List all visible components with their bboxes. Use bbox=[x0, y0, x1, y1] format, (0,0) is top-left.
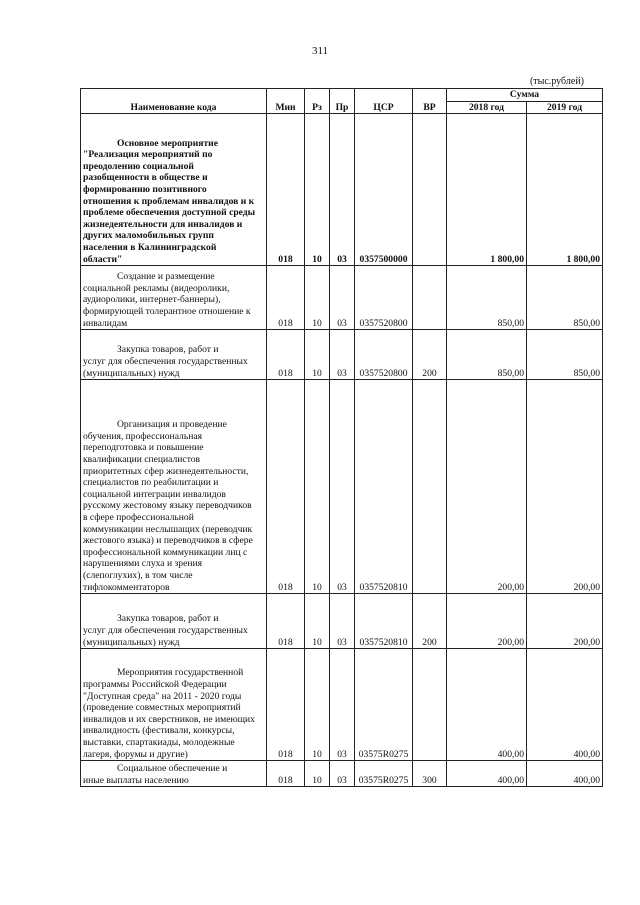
row-2019: 200,00 bbox=[527, 380, 603, 594]
row-pr: 03 bbox=[330, 649, 355, 761]
table-row bbox=[81, 330, 603, 380]
row-2019: 850,00 bbox=[527, 266, 603, 330]
row-vr bbox=[413, 266, 447, 330]
row-name-rest: социальной рекламы (видеоролики, аудиоролики, интернет-баннеры), формирующей толерантное отношение к инвалидам bbox=[83, 282, 251, 329]
row-2019: 1 800,00 bbox=[527, 114, 603, 266]
row-csr: 0357520800 bbox=[355, 266, 413, 330]
row-pr: 03 bbox=[330, 594, 355, 649]
row-min: 018 bbox=[267, 330, 305, 380]
header-pr: Пр bbox=[330, 89, 355, 114]
row-name-rest: "Реализация мероприятий по преодолению социальной разобщенности в обществе и формированию позитивного отношения к проблемам инвалидов и к проблеме обеспечения доступной среды жизнедеятельности для инвалидов и других маломобильных групп населения в Калининградской области" bbox=[83, 149, 256, 265]
row-pr: 03 bbox=[330, 330, 355, 380]
row-min: 018 bbox=[267, 649, 305, 761]
row-rz: 10 bbox=[305, 114, 330, 266]
row-vr bbox=[413, 380, 447, 594]
table-row bbox=[81, 114, 603, 266]
row-2019: 200,00 bbox=[527, 594, 603, 649]
row-csr: 0357520810 bbox=[355, 380, 413, 594]
row-min: 018 bbox=[267, 380, 305, 594]
units-label: (тыс.рублей) bbox=[529, 76, 584, 87]
header-sum: Сумма bbox=[447, 89, 603, 102]
row-rz: 10 bbox=[305, 380, 330, 594]
row-rz: 10 bbox=[305, 761, 330, 787]
row-2019: 850,00 bbox=[527, 330, 603, 380]
row-name-first: Основное мероприятие bbox=[117, 137, 218, 149]
row-2018: 850,00 bbox=[447, 266, 527, 330]
row-min: 018 bbox=[267, 266, 305, 330]
row-name bbox=[81, 594, 267, 649]
row-2018: 850,00 bbox=[447, 330, 527, 380]
page-number: 311 bbox=[311, 45, 329, 57]
row-name-rest: услуг для обеспечения государственных (муниципальных) нужд bbox=[83, 356, 248, 379]
header-2019: 2019 год bbox=[527, 101, 603, 114]
row-rz: 10 bbox=[305, 594, 330, 649]
row-2018: 400,00 bbox=[447, 649, 527, 761]
table-row bbox=[81, 649, 603, 761]
row-rz: 10 bbox=[305, 266, 330, 330]
row-csr: 0357500000 bbox=[355, 114, 413, 266]
row-name-first: Создание и размещение bbox=[117, 271, 215, 283]
row-min: 018 bbox=[267, 114, 305, 266]
row-csr: 0357520800 bbox=[355, 330, 413, 380]
row-name bbox=[81, 649, 267, 761]
table-row bbox=[81, 380, 603, 594]
row-name-rest: программы Российской Федерации "Доступная среда" на 2011 - 2020 годы (проведение совместных мероприятий инвалидов и их сверстников, не имеющих инвалидность (фестивали, конкурсы, выставки, спартакиады, молодежные лагеря, форумы и другие) bbox=[83, 679, 255, 760]
row-csr: 0357520810 bbox=[355, 594, 413, 649]
row-min: 018 bbox=[267, 761, 305, 787]
row-2018: 1 800,00 bbox=[447, 114, 527, 266]
row-csr: 03575R0275 bbox=[355, 761, 413, 787]
table-row bbox=[81, 266, 603, 330]
row-pr: 03 bbox=[330, 266, 355, 330]
header-csr: ЦСР bbox=[355, 89, 413, 114]
header-name: Наименование кода bbox=[81, 89, 267, 114]
row-name-rest: обучения, профессиональная переподготовка и повышение квалификации специалистов приоритетных сфер жизнедеятельности, специалистов по реабилитации и социальной интеграции инвалидов русскому жестовому языку переводчиков в сфере профессиональной коммуникации неслышащих (переводчик жестового языка) и переводчиков в сфере профессиональной коммуникации лиц с нарушениями слуха и зрения (слепоглухих), в том числе тифлокомментаторов bbox=[83, 430, 253, 593]
row-2018: 200,00 bbox=[447, 380, 527, 594]
row-csr: 03575R0275 bbox=[355, 649, 413, 761]
row-min: 018 bbox=[267, 594, 305, 649]
row-2019: 400,00 bbox=[527, 761, 603, 787]
row-name-rest: услуг для обеспечения государственных (муниципальных) нужд bbox=[83, 625, 248, 648]
row-vr bbox=[413, 114, 447, 266]
header-vr: ВР bbox=[413, 89, 447, 114]
row-2019: 400,00 bbox=[527, 649, 603, 761]
row-name-rest: иные выплаты населению bbox=[83, 774, 189, 786]
row-vr: 200 bbox=[413, 330, 447, 380]
budget-table bbox=[80, 88, 603, 787]
header-2018: 2018 год bbox=[447, 101, 527, 114]
row-2018: 400,00 bbox=[447, 761, 527, 787]
row-name-first: Организация и проведение bbox=[117, 419, 227, 431]
row-pr: 03 bbox=[330, 380, 355, 594]
row-vr: 200 bbox=[413, 594, 447, 649]
table-header-row-1 bbox=[81, 89, 603, 102]
row-name bbox=[81, 330, 267, 380]
row-pr: 03 bbox=[330, 114, 355, 266]
row-rz: 10 bbox=[305, 649, 330, 761]
row-name-first: Социальное обеспечение и bbox=[117, 763, 228, 774]
row-name bbox=[81, 761, 267, 787]
table-row bbox=[81, 761, 603, 787]
row-name bbox=[81, 266, 267, 330]
row-rz: 10 bbox=[305, 330, 330, 380]
table-row bbox=[81, 594, 603, 649]
row-name bbox=[81, 114, 267, 266]
header-rz: Рз bbox=[305, 89, 330, 114]
row-name-first: Закупка товаров, работ и bbox=[117, 613, 219, 625]
row-vr: 300 bbox=[413, 761, 447, 787]
row-vr bbox=[413, 649, 447, 761]
row-pr: 03 bbox=[330, 761, 355, 787]
row-2018: 200,00 bbox=[447, 594, 527, 649]
row-name-first: Мероприятия государственной bbox=[117, 667, 244, 679]
row-name bbox=[81, 380, 267, 594]
header-min: Мин bbox=[267, 89, 305, 114]
row-name-first: Закупка товаров, работ и bbox=[117, 344, 219, 356]
